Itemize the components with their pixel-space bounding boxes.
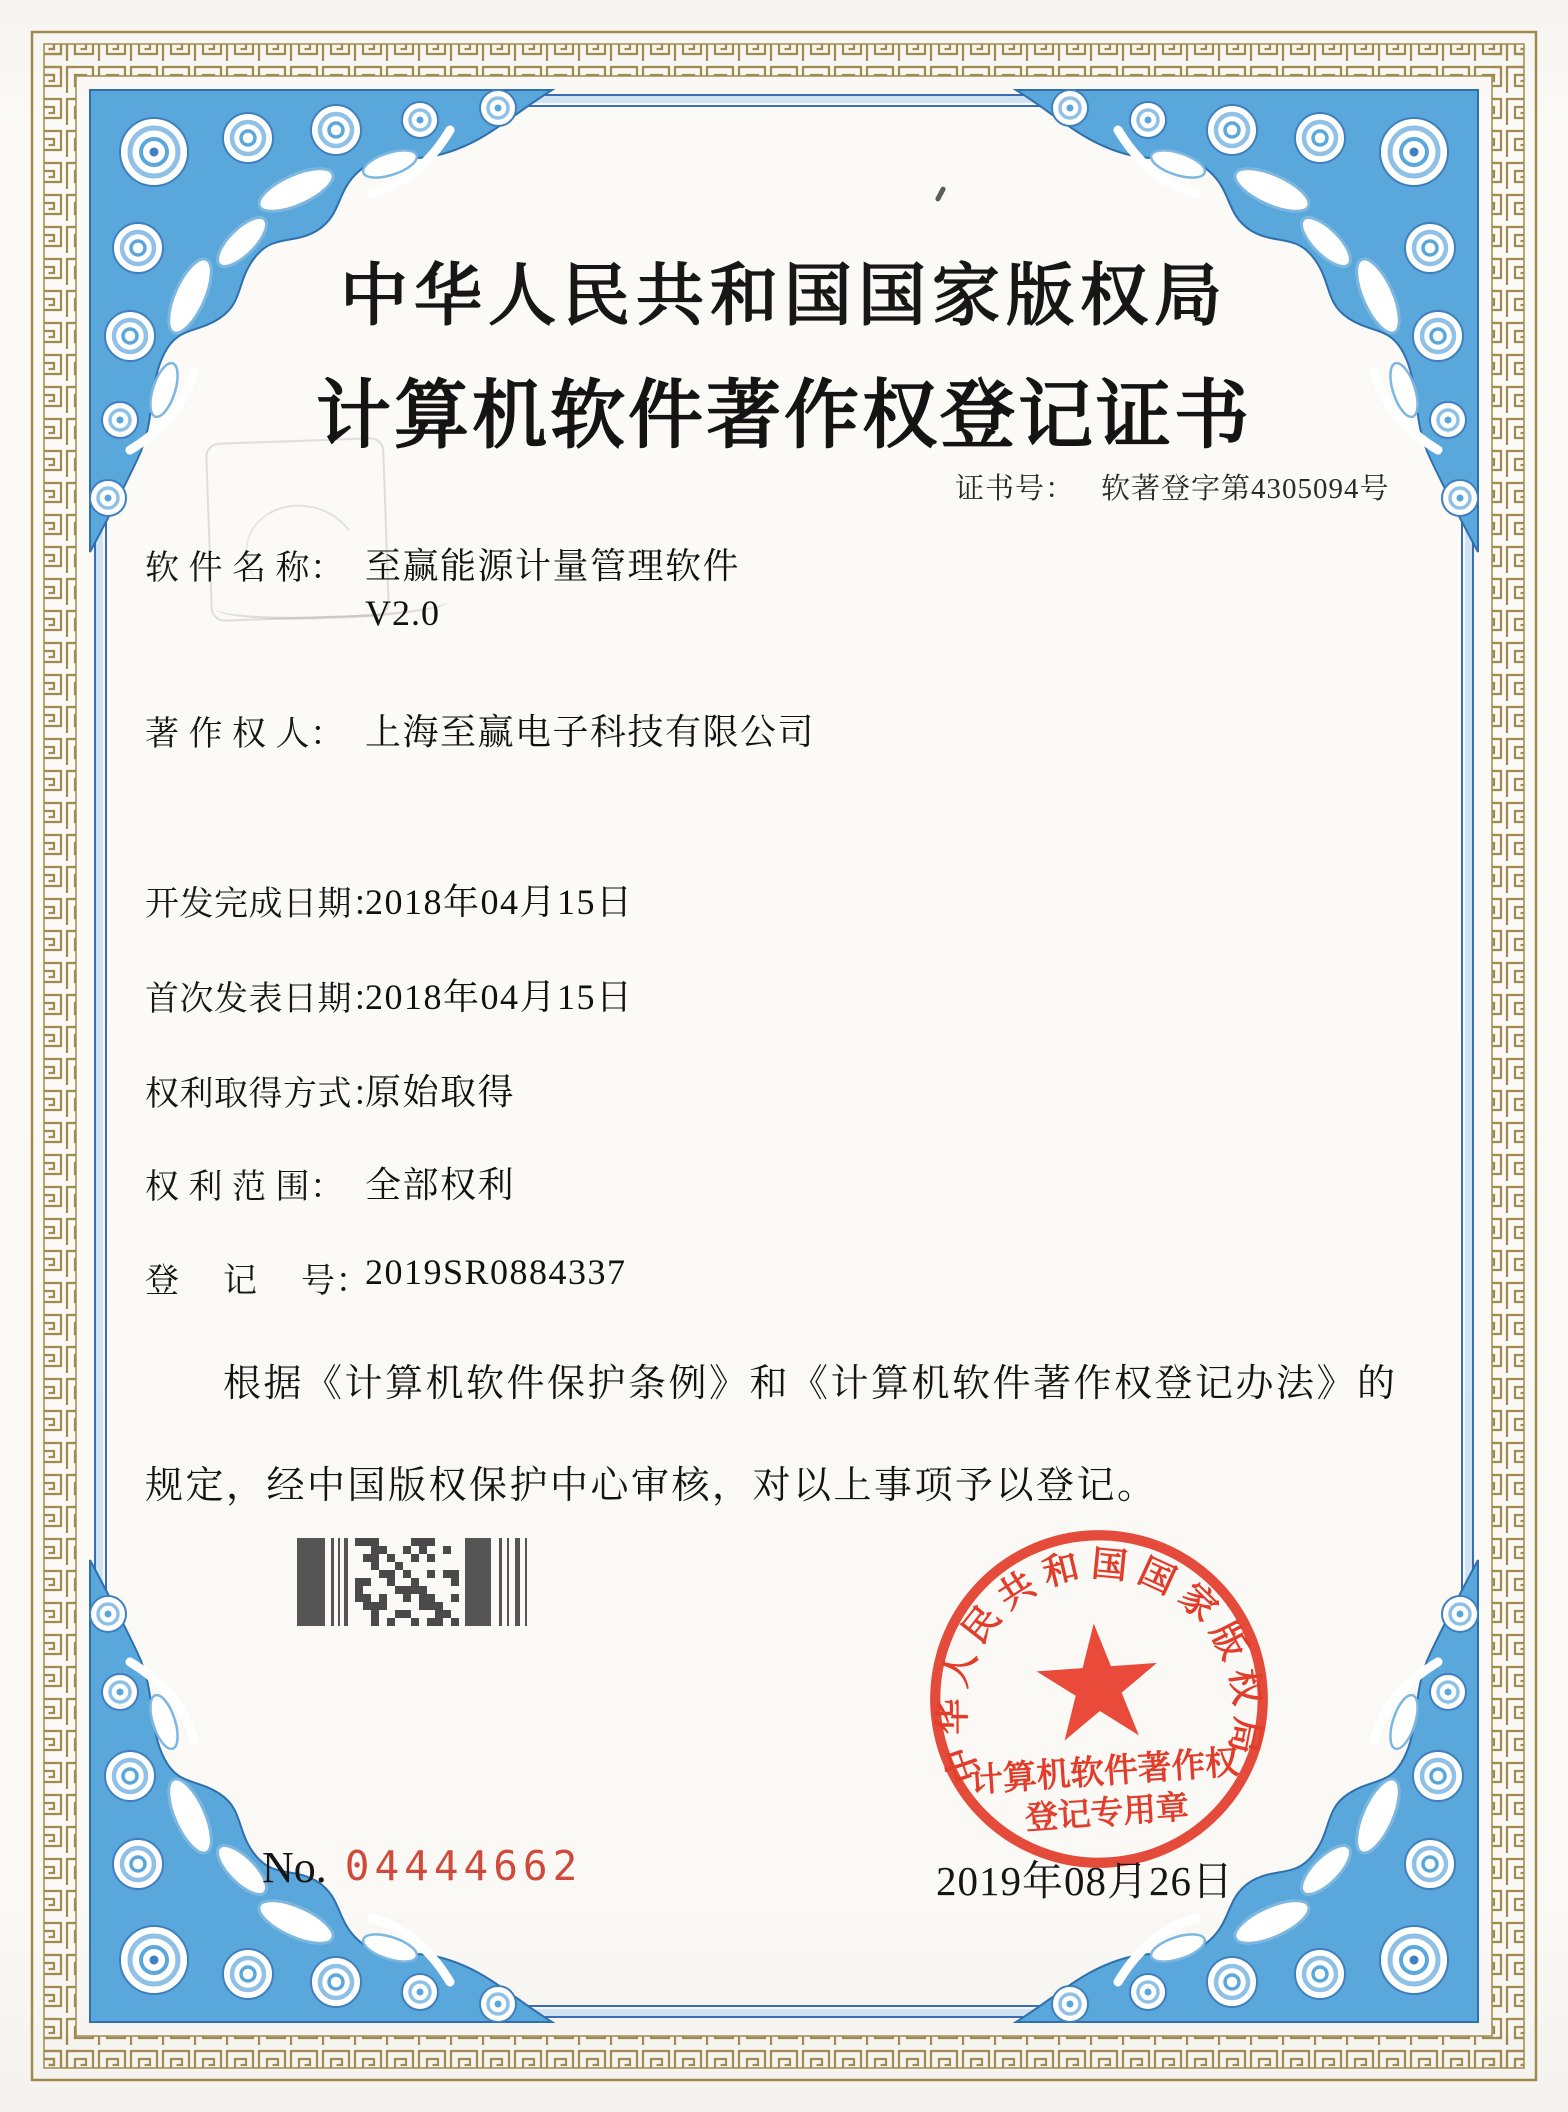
seal-date: 2019年08月26日 [936, 1858, 1234, 1904]
rights-acquisition-value: 原始取得 [365, 1072, 516, 1112]
corner-ornament-bottom-left [90, 1560, 552, 2022]
greek-key-border [44, 44, 1524, 2068]
dev-complete-date-value: 2018年04月15日 [365, 882, 634, 922]
cert-number-row [955, 466, 1390, 507]
outer-gold-line [32, 32, 1536, 2080]
seal-caption-line1: 计算机软件著作权 [968, 1744, 1241, 1801]
barcode-2d-icon [297, 1538, 537, 1626]
certificate-serial [262, 1842, 582, 1893]
field-row-registration-number [145, 1252, 627, 1300]
field-row-software-name [145, 540, 741, 633]
first-publish-date-value: 2018年04月15日 [365, 977, 634, 1017]
copyright-owner-value: 上海至赢电子科技有限公司 [365, 712, 816, 752]
rights-acquisition-label: 权利取得方式： [145, 1076, 387, 1113]
registration-statement-line2: 规定，经中国版权保护中心审核，对以上事项予以登记。 [145, 1465, 1158, 1507]
cert-number-value: 软著登字第4305094号 [1101, 473, 1390, 505]
field-row-first-publish-date [145, 971, 634, 1018]
authority-title: 中华人民共和国国家版权局 [339, 258, 1228, 334]
red-star-icon [1033, 1619, 1161, 1742]
field-row-dev-complete-date [145, 876, 634, 923]
field-row-rights-acquisition [145, 1066, 516, 1113]
dev-complete-date-label: 开发完成日期： [145, 886, 387, 923]
registration-number-value: 2019SR0884337 [365, 1252, 627, 1292]
first-publish-date-label: 首次发表日期： [145, 981, 387, 1018]
software-name-value: 至赢能源计量管理软件 [365, 546, 741, 586]
registration-statement-line1: 根据《计算机软件保护条例》和《计算机软件著作权登记办法》的 [223, 1363, 1398, 1405]
field-row-copyright-owner [145, 706, 816, 753]
rights-scope-value: 全部权利 [365, 1165, 516, 1205]
seal-ring-text: 中华人民共和国国家版权局 [932, 1543, 1269, 1788]
copyright-owner-label: 著 作 权 人： [145, 716, 345, 753]
software-version-value: V2.0 [365, 593, 440, 633]
serial-no-value: 04444662 [344, 1842, 583, 1890]
certificate-title: 计算机软件著作权登记证书 [315, 375, 1252, 458]
official-seal [913, 1513, 1284, 1884]
field-row-rights-scope [145, 1159, 516, 1206]
software-name-label: 软 件 名 称： [145, 550, 345, 587]
rights-scope-label: 权 利 范 围： [145, 1169, 345, 1206]
seal-caption-line2: 登记专用章 [1024, 1789, 1190, 1838]
serial-no-label: No. [262, 1843, 327, 1892]
cert-number-label: 证书号： [955, 473, 1076, 505]
registration-number-label: 登 记 号： [145, 1263, 370, 1300]
